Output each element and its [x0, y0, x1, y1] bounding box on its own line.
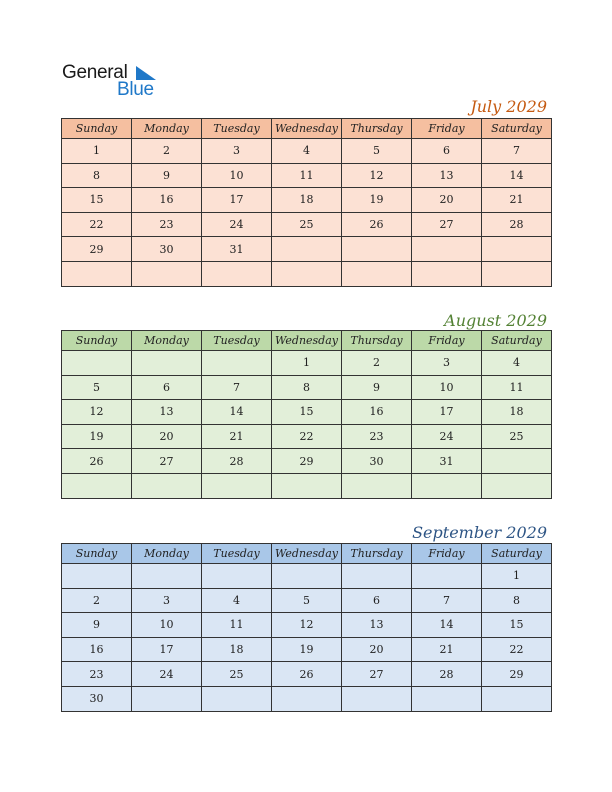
weekday-header: Thursday — [342, 544, 412, 564]
weekday-header: Friday — [412, 331, 482, 351]
week-row — [62, 400, 552, 425]
day-cell: 2 — [132, 139, 202, 164]
day-cell: 18 — [202, 637, 272, 662]
day-cell — [342, 686, 412, 711]
day-cell — [342, 473, 412, 498]
day-cell: 28 — [202, 449, 272, 474]
day-cell: 8 — [62, 163, 132, 188]
day-cell: 16 — [132, 188, 202, 213]
week-row — [62, 375, 552, 400]
logo-flag-icon — [136, 66, 156, 80]
day-cell: 10 — [412, 375, 482, 400]
day-cell: 7 — [412, 588, 482, 613]
logo-text-general: General — [62, 62, 128, 83]
day-cell: 21 — [202, 424, 272, 449]
weekday-header: Friday — [412, 544, 482, 564]
weekday-header: Saturday — [482, 331, 552, 351]
day-cell: 6 — [342, 588, 412, 613]
week-row — [62, 473, 552, 498]
day-cell — [482, 449, 552, 474]
day-cell: 22 — [62, 212, 132, 237]
day-cell — [342, 564, 412, 589]
day-cell: 14 — [202, 400, 272, 425]
day-cell: 12 — [342, 163, 412, 188]
day-cell: 1 — [62, 139, 132, 164]
day-cell: 24 — [132, 662, 202, 687]
day-cell: 12 — [272, 613, 342, 638]
day-cell: 15 — [272, 400, 342, 425]
day-cell — [202, 564, 272, 589]
generalblue-logo — [62, 62, 162, 102]
day-cell: 19 — [342, 188, 412, 213]
day-cell — [202, 473, 272, 498]
day-cell: 6 — [132, 375, 202, 400]
week-row — [62, 188, 552, 213]
day-cell: 5 — [62, 375, 132, 400]
day-cell: 26 — [342, 212, 412, 237]
day-cell: 16 — [342, 400, 412, 425]
day-cell: 19 — [272, 637, 342, 662]
day-cell — [482, 686, 552, 711]
weekday-header-row — [62, 544, 552, 564]
day-cell — [272, 686, 342, 711]
day-cell: 25 — [272, 212, 342, 237]
day-cell: 15 — [482, 613, 552, 638]
day-cell: 30 — [342, 449, 412, 474]
day-cell — [482, 261, 552, 286]
day-cell — [202, 686, 272, 711]
day-cell — [412, 237, 482, 262]
day-cell — [342, 237, 412, 262]
day-cell: 13 — [412, 163, 482, 188]
weekday-header: Saturday — [482, 544, 552, 564]
day-cell — [342, 261, 412, 286]
day-cell: 28 — [412, 662, 482, 687]
week-row — [62, 237, 552, 262]
day-cell: 23 — [62, 662, 132, 687]
weekday-header: Monday — [132, 544, 202, 564]
week-row — [62, 139, 552, 164]
day-cell: 17 — [202, 188, 272, 213]
day-cell: 4 — [482, 351, 552, 376]
day-cell — [62, 351, 132, 376]
week-row — [62, 613, 552, 638]
day-cell: 5 — [272, 588, 342, 613]
day-cell: 24 — [202, 212, 272, 237]
day-cell: 30 — [62, 686, 132, 711]
day-cell: 8 — [482, 588, 552, 613]
weekday-header: Thursday — [342, 119, 412, 139]
day-cell: 17 — [132, 637, 202, 662]
day-cell — [412, 473, 482, 498]
day-cell: 29 — [62, 237, 132, 262]
day-cell: 21 — [482, 188, 552, 213]
day-cell: 14 — [412, 613, 482, 638]
day-cell: 22 — [272, 424, 342, 449]
calendar-body — [62, 351, 552, 499]
weekday-header: Tuesday — [202, 331, 272, 351]
day-cell: 20 — [132, 424, 202, 449]
day-cell — [482, 473, 552, 498]
day-cell: 18 — [482, 400, 552, 425]
day-cell — [272, 473, 342, 498]
day-cell: 4 — [202, 588, 272, 613]
weekday-header: Wednesday — [272, 331, 342, 351]
day-cell: 9 — [342, 375, 412, 400]
day-cell: 27 — [342, 662, 412, 687]
day-cell: 2 — [342, 351, 412, 376]
day-cell: 26 — [272, 662, 342, 687]
month-title-august: August 2029 — [444, 311, 547, 330]
weekday-header: Monday — [132, 119, 202, 139]
weekday-header: Tuesday — [202, 544, 272, 564]
weekday-header: Sunday — [62, 119, 132, 139]
day-cell: 11 — [272, 163, 342, 188]
day-cell — [272, 564, 342, 589]
day-cell — [272, 261, 342, 286]
weekday-header: Monday — [132, 331, 202, 351]
day-cell: 13 — [342, 613, 412, 638]
day-cell — [412, 564, 482, 589]
day-cell: 20 — [342, 637, 412, 662]
weekday-header: Wednesday — [272, 544, 342, 564]
day-cell — [132, 351, 202, 376]
calendar-august — [61, 330, 552, 499]
month-title-september: September 2029 — [412, 523, 547, 542]
week-row — [62, 662, 552, 687]
day-cell: 8 — [272, 375, 342, 400]
day-cell: 14 — [482, 163, 552, 188]
day-cell: 21 — [412, 637, 482, 662]
logo-text-blue: Blue — [117, 79, 154, 100]
weekday-header: Saturday — [482, 119, 552, 139]
weekday-header: Wednesday — [272, 119, 342, 139]
day-cell — [202, 351, 272, 376]
calendar-body — [62, 564, 552, 712]
week-row — [62, 163, 552, 188]
day-cell: 27 — [412, 212, 482, 237]
day-cell: 1 — [482, 564, 552, 589]
day-cell: 4 — [272, 139, 342, 164]
day-cell: 5 — [342, 139, 412, 164]
calendar-july — [61, 118, 552, 287]
day-cell: 19 — [62, 424, 132, 449]
day-cell — [62, 473, 132, 498]
day-cell: 23 — [132, 212, 202, 237]
day-cell: 11 — [202, 613, 272, 638]
day-cell — [62, 564, 132, 589]
week-row — [62, 261, 552, 286]
day-cell: 17 — [412, 400, 482, 425]
day-cell — [482, 237, 552, 262]
day-cell: 11 — [482, 375, 552, 400]
day-cell: 7 — [482, 139, 552, 164]
day-cell: 18 — [272, 188, 342, 213]
day-cell: 31 — [412, 449, 482, 474]
weekday-header: Sunday — [62, 544, 132, 564]
day-cell: 12 — [62, 400, 132, 425]
day-cell: 25 — [202, 662, 272, 687]
day-cell: 29 — [482, 662, 552, 687]
weekday-header-row — [62, 119, 552, 139]
week-row — [62, 449, 552, 474]
week-row — [62, 686, 552, 711]
day-cell — [202, 261, 272, 286]
week-row — [62, 212, 552, 237]
day-cell: 9 — [132, 163, 202, 188]
day-cell: 3 — [132, 588, 202, 613]
weekday-header: Tuesday — [202, 119, 272, 139]
day-cell — [412, 686, 482, 711]
day-cell: 7 — [202, 375, 272, 400]
day-cell: 16 — [62, 637, 132, 662]
day-cell — [132, 261, 202, 286]
day-cell: 20 — [412, 188, 482, 213]
day-cell: 15 — [62, 188, 132, 213]
weekday-header: Sunday — [62, 331, 132, 351]
week-row — [62, 424, 552, 449]
day-cell: 9 — [62, 613, 132, 638]
day-cell: 24 — [412, 424, 482, 449]
week-row — [62, 588, 552, 613]
day-cell — [132, 564, 202, 589]
day-cell: 3 — [202, 139, 272, 164]
weekday-header-row — [62, 331, 552, 351]
calendar-september — [61, 543, 552, 712]
day-cell: 2 — [62, 588, 132, 613]
day-cell: 27 — [132, 449, 202, 474]
day-cell: 31 — [202, 237, 272, 262]
month-title-july: July 2029 — [470, 97, 547, 116]
day-cell — [62, 261, 132, 286]
day-cell: 10 — [132, 613, 202, 638]
week-row — [62, 564, 552, 589]
day-cell: 23 — [342, 424, 412, 449]
weekday-header: Friday — [412, 119, 482, 139]
day-cell — [272, 237, 342, 262]
day-cell: 6 — [412, 139, 482, 164]
day-cell: 25 — [482, 424, 552, 449]
day-cell: 3 — [412, 351, 482, 376]
day-cell: 28 — [482, 212, 552, 237]
day-cell: 30 — [132, 237, 202, 262]
day-cell: 26 — [62, 449, 132, 474]
weekday-header: Thursday — [342, 331, 412, 351]
day-cell: 10 — [202, 163, 272, 188]
day-cell — [412, 261, 482, 286]
day-cell: 22 — [482, 637, 552, 662]
day-cell — [132, 686, 202, 711]
day-cell: 29 — [272, 449, 342, 474]
calendar-body — [62, 139, 552, 287]
week-row — [62, 351, 552, 376]
day-cell: 13 — [132, 400, 202, 425]
day-cell — [132, 473, 202, 498]
day-cell: 1 — [272, 351, 342, 376]
week-row — [62, 637, 552, 662]
